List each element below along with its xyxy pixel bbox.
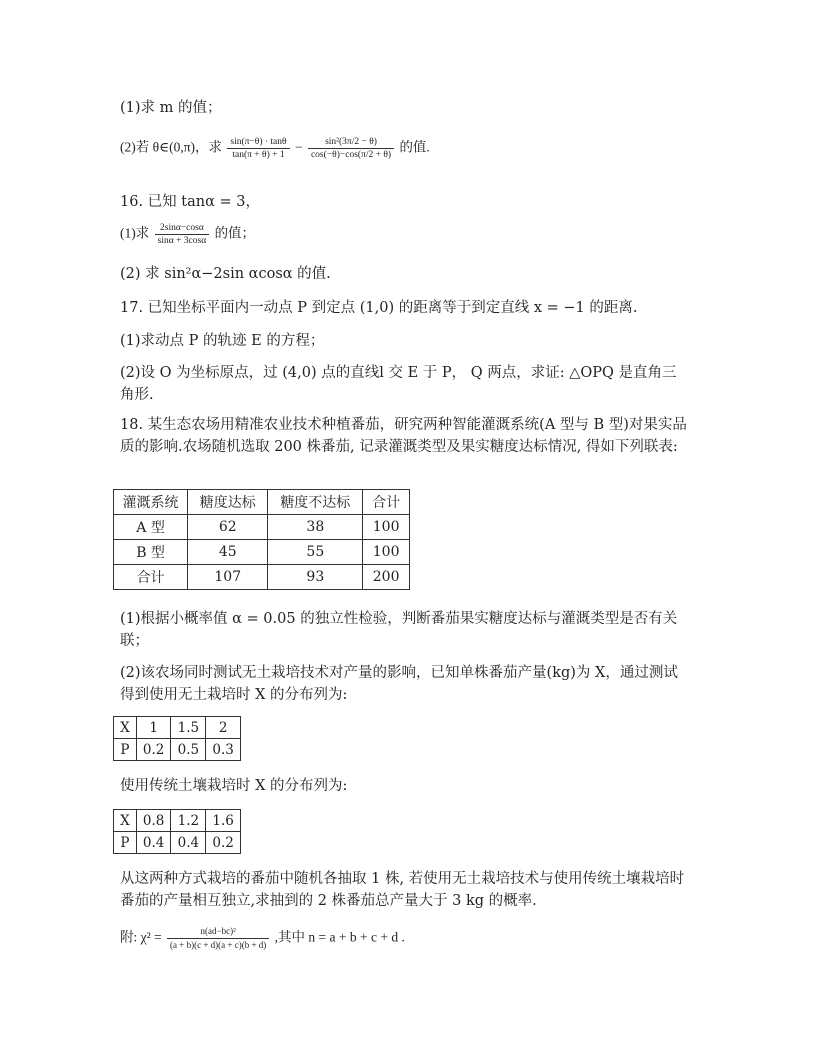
table-row (114, 515, 410, 540)
table-cell: 合计 (114, 565, 188, 590)
q16-part1-suffix: 的值； (214, 225, 256, 241)
q15-fraction-1-denominator: tan(π + θ) + 1 (227, 148, 289, 161)
table-cell: 2 (206, 717, 241, 739)
table-cell: 100 (363, 515, 410, 540)
q15-part2-prefix: (2)若 θ∈(0,π)，求 (120, 139, 223, 155)
table-header-cell: 灌溉系统 (114, 490, 188, 515)
table-header-row (114, 490, 410, 515)
q18-stem: 18. 某生态农场用精准农业技术种植番茄，研究两种智能灌溉系统(A 型与 B 型)对果实品质的影响.农场随机选取 200 株番茄, 记录灌溉类型及果实糖度达标情况, 得如下列联表: (120, 417, 687, 455)
table-cell: 55 (268, 540, 363, 565)
table-cell: P (114, 739, 137, 761)
appendix-prefix: 附: χ² = (120, 929, 162, 945)
table-cell: A 型 (114, 515, 188, 540)
table-cell: 0.5 (171, 739, 206, 761)
table-cell: 0.3 (206, 739, 241, 761)
table-cell: 1 (136, 717, 171, 739)
table-row (114, 717, 241, 739)
q16-stem: 16. 已知 tanα = 3， (120, 194, 260, 210)
table-cell: 0.4 (171, 832, 206, 854)
distribution-table-soilless (113, 716, 241, 761)
table-cell: P (114, 832, 137, 854)
q16-fraction-numerator: 2sinα−cosα (160, 223, 204, 233)
table-cell: B 型 (114, 540, 188, 565)
q18-appendix (120, 925, 405, 952)
q15-part1: (1)求 m 的值； (120, 100, 222, 116)
q16-part1-prefix: (1)求 (120, 225, 150, 241)
table-cell: 1.6 (206, 810, 241, 832)
q15-fraction-2-denominator: cos(−θ)−cos(π/2 + θ) (308, 148, 394, 161)
distribution-table-soil (113, 809, 241, 854)
q15-minus: − (294, 139, 303, 155)
table-header-cell: 糖度达标 (188, 490, 268, 515)
q15-part2 (120, 136, 430, 161)
table-header-cell: 合计 (363, 490, 410, 515)
q17-part1: (1)求动点 P 的轨迹 E 的方程； (120, 333, 325, 349)
table-cell: 1.2 (171, 810, 206, 832)
q15-fraction-1-numerator: sin(π−θ) · tanθ (230, 137, 287, 147)
table-cell: 62 (188, 515, 268, 540)
table-cell: 0.2 (206, 832, 241, 854)
table-cell: X (114, 717, 137, 739)
table-cell: 0.4 (136, 832, 171, 854)
table-row (114, 832, 241, 854)
q18-dist2-intro: 使用传统土壤栽培时 X 的分布列为: (120, 778, 348, 794)
q15-fraction-2-numerator: sin²(3π/2 − θ) (325, 137, 377, 147)
q15-part2-suffix: 的值. (399, 139, 430, 155)
contingency-table (113, 489, 410, 590)
chi-square-denominator: (a + b)(c + d)(a + c)(b + d) (167, 938, 269, 952)
table-cell: 100 (363, 540, 410, 565)
q16-part2: (2) 求 sin²α−2sin αcosα 的值. (120, 266, 331, 282)
table-row (114, 540, 410, 565)
table-cell: 93 (268, 565, 363, 590)
table-cell: 45 (188, 540, 268, 565)
table-row (114, 739, 241, 761)
q16-fraction-denominator: sinα + 3cosα (155, 234, 210, 247)
q17-stem: 17. 已知坐标平面内一动点 P 到定点 (1,0) 的距离等于到定直线 x = −1 的距离. (120, 300, 638, 316)
q18-part1: (1)根据小概率值 α = 0.05 的独立性检验，判断番茄果实糖度达标与灌溉类型是否有关联； (120, 611, 678, 649)
table-cell: 0.2 (136, 739, 171, 761)
q17-part2: (2)设 O 为坐标原点，过 (4,0) 点的直线l 交 E 于 P， Q 两点，求证: △OPQ 是直角三角形. (120, 365, 677, 403)
table-cell: 38 (268, 515, 363, 540)
q18-part2-question: 从这两种方式栽培的番茄中随机各抽取 1 株, 若使用无土栽培技术与使用传统土壤栽培时番茄的产量相互独立,求抽到的 2 株番茄总产量大于 3 kg 的概率. (120, 871, 685, 909)
table-row (114, 810, 241, 832)
q15-fraction-2 (308, 136, 394, 161)
q15-fraction-1 (227, 136, 289, 161)
q16-part1 (120, 222, 255, 247)
table-cell: 200 (363, 565, 410, 590)
chi-square-fraction (167, 925, 269, 952)
appendix-suffix: ,其中 n = a + b + c + d . (274, 929, 405, 945)
table-cell: 0.8 (136, 810, 171, 832)
table-cell: 1.5 (171, 717, 206, 739)
table-row (114, 565, 410, 590)
q16-fraction (155, 222, 210, 247)
table-cell: X (114, 810, 137, 832)
chi-square-numerator: n(ad−bc)² (200, 926, 236, 936)
table-header-cell: 糖度不达标 (268, 490, 363, 515)
table-cell: 107 (188, 565, 268, 590)
q18-part2: (2)该农场同时测试无土栽培技术对产量的影响，已知单株番茄产量(kg)为 X，通过测试得到使用无土栽培时 X 的分布列为: (120, 665, 678, 703)
